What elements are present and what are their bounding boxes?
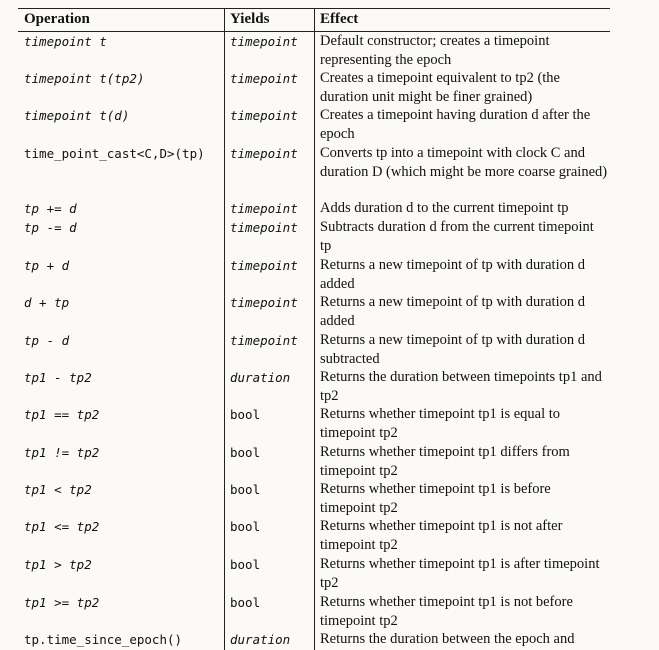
- row-yields: bool: [230, 595, 261, 610]
- column-divider: [314, 8, 315, 650]
- column-divider: [224, 8, 225, 650]
- row-effect: Returns the duration between timepoints tp1 and tp2: [320, 369, 602, 404]
- row-operation: d + tp: [24, 295, 70, 310]
- row-operation: tp - d: [24, 333, 70, 348]
- row-operation: timepoint t(tp2): [24, 71, 145, 86]
- row-yields: duration: [230, 370, 291, 385]
- row-yields: timepoint: [230, 295, 298, 310]
- row-operation: tp1 != tp2: [24, 445, 100, 460]
- row-operation: tp1 <= tp2: [24, 519, 100, 534]
- row-operation: tp1 == tp2: [24, 407, 100, 422]
- row-effect: Returns whether timepoint tp1 is before timepoint tp2: [320, 481, 551, 516]
- row-operation: tp1 > tp2: [24, 557, 92, 572]
- row-operation: tp1 >= tp2: [24, 595, 100, 610]
- row-effect: Creates a timepoint having duration d after the epoch: [320, 107, 591, 142]
- row-operation: tp.time_since_epoch(): [24, 632, 183, 647]
- row-yields: duration: [230, 632, 291, 647]
- row-effect: Returns whether timepoint tp1 differs from timepoint tp2: [320, 444, 570, 479]
- row-yields: timepoint: [230, 34, 298, 49]
- row-operation: time_point_cast<C,D>(tp): [24, 146, 205, 161]
- row-yields: timepoint: [230, 201, 298, 216]
- row-operation: tp -= d: [24, 220, 77, 235]
- row-effect: Returns whether timepoint tp1 is not after timepoint tp2: [320, 518, 563, 553]
- row-yields: timepoint: [230, 220, 298, 235]
- row-operation: tp + d: [24, 258, 70, 273]
- row-yields: bool: [230, 557, 261, 572]
- row-effect: Adds duration d to the current timepoint tp: [320, 200, 569, 216]
- row-operation: tp += d: [24, 201, 77, 216]
- row-yields: timepoint: [230, 146, 298, 161]
- row-operation: tp1 < tp2: [24, 482, 92, 497]
- row-effect: Returns whether timepoint tp1 is after timepoint tp2: [320, 556, 600, 591]
- row-yields: bool: [230, 519, 261, 534]
- row-effect: Returns whether timepoint tp1 is not before timepoint tp2: [320, 594, 573, 629]
- row-yields: bool: [230, 445, 261, 460]
- row-effect: Default constructor; creates a timepoint representing the epoch: [320, 33, 550, 68]
- row-effect: Returns the duration between the epoch and: [320, 631, 575, 647]
- row-effect: Returns a new timepoint of tp with duration d added: [320, 257, 585, 292]
- header-operation: Operation: [24, 11, 90, 27]
- row-effect: Creates a timepoint equivalent to tp2 (the duration unit might be finer grained): [320, 70, 560, 105]
- row-operation: tp1 - tp2: [24, 370, 92, 385]
- row-yields: timepoint: [230, 258, 298, 273]
- row-effect: Subtracts duration d from the current timepoint tp: [320, 219, 594, 254]
- row-yields: timepoint: [230, 333, 298, 348]
- row-yields: timepoint: [230, 71, 298, 86]
- row-yields: bool: [230, 482, 261, 497]
- row-effect: Returns a new timepoint of tp with duration d added: [320, 294, 585, 329]
- row-effect: Converts tp into a timepoint with clock C and duration D (which might be more coarse grained): [320, 145, 608, 180]
- row-effect: Returns a new timepoint of tp with duration d subtracted: [320, 332, 585, 367]
- header-yields: Yields: [230, 11, 270, 27]
- header-effect: Effect: [320, 11, 359, 27]
- row-operation: timepoint t(d): [24, 108, 130, 123]
- row-yields: timepoint: [230, 108, 298, 123]
- row-operation: timepoint t: [24, 34, 107, 49]
- row-yields: bool: [230, 407, 261, 422]
- row-effect: Returns whether timepoint tp1 is equal to timepoint tp2: [320, 406, 561, 441]
